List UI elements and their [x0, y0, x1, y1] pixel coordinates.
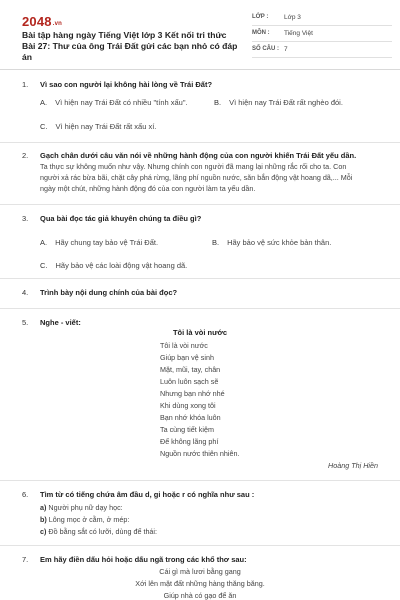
sub-question-b: b) Lông mọc ở cằm, ở mép:	[40, 515, 130, 524]
option-c[interactable]: C. Hãy bảo vệ các loài động vật hoang dã.	[40, 261, 188, 270]
verse-line: Xới lên mặt đất những hàng thăng băng.	[135, 579, 265, 588]
divider	[0, 278, 400, 279]
question-number: 7.	[22, 555, 29, 564]
question-text: Tìm từ có tiếng chứa âm đầu d, gi hoặc r có nghĩa như sau :	[40, 490, 255, 499]
poem-line: Luôn luôn sạch sẽ	[160, 377, 219, 386]
meta-row-count	[252, 42, 392, 58]
passage-line: ngày một chút, những hành động đó của con người làm ta yếu dần.	[40, 184, 256, 193]
option-a[interactable]: A. Hãy chung tay bảo vệ Trái Đất.	[40, 238, 159, 247]
meta-panel	[252, 10, 392, 58]
option-b[interactable]: B. Hãy bảo vệ sức khỏe bản thân.	[212, 238, 332, 247]
page-title: Bài tập hàng ngày Tiếng Việt lớp 3 Kết nối tri thức Bài 27: Thư của ông Trái Đất gửi các bạn nhỏ có đáp án	[22, 30, 238, 62]
question-number: 3.	[22, 214, 29, 223]
option-c[interactable]: C. Vì hiện nay Trái Đất rất xấu xí.	[40, 122, 157, 131]
meta-label: LỚP :	[252, 14, 269, 20]
question-number: 1.	[22, 80, 29, 89]
poem-line: Mặt, mũi, tay, chân	[160, 365, 221, 374]
question-text: Trình bày nội dung chính của bài đọc?	[40, 288, 178, 297]
poem-line: Khi dùng xong tôi	[160, 401, 216, 410]
question-text: Nghe - viết:	[40, 318, 81, 327]
meta-row-subject	[252, 26, 392, 42]
poem-title: Tôi là vòi nước	[172, 328, 228, 337]
verse-line: Giúp nhà có gạo để ăn	[163, 591, 237, 600]
question-text: Em hãy điền dấu hỏi hoặc dấu ngã trong các khổ thơ sau:	[40, 555, 247, 564]
meta-row-class	[252, 10, 392, 26]
option-b[interactable]: B. Vì hiện nay Trái Đất rất nghèo đói.	[214, 98, 343, 107]
poem-line: Để không lãng phí	[160, 437, 219, 446]
divider	[0, 142, 400, 143]
sub-question-a: a) Người phụ nữ dạy học:	[40, 503, 123, 512]
poem-line: Bạn nhớ khóa luôn	[160, 413, 221, 422]
question-number: 2.	[22, 151, 29, 160]
divider	[0, 308, 400, 309]
header	[0, 0, 400, 70]
passage-line: Ta thực sự không muốn như vậy. Nhưng chính con người đã mang lại những rắc rối cho ta. Con	[40, 162, 347, 171]
poem-author: Hoàng Thị Hiền	[328, 461, 378, 470]
meta-value: Lớp 3	[284, 14, 301, 21]
question-number: 6.	[22, 490, 29, 499]
meta-label: MÔN :	[252, 30, 270, 36]
poem-line: Ta cùng tiết kiệm	[160, 425, 214, 434]
poem-line: Giúp bạn vệ sinh	[160, 353, 214, 362]
poem-line: Nhưng bạn nhớ nhé	[160, 389, 225, 398]
verse-line: Cái gì mà lươi bằng gang	[159, 567, 241, 576]
divider	[0, 204, 400, 205]
poem-line: Nguồn nước thiên nhiên.	[160, 449, 240, 458]
sub-question-c: c) Đồ bằng sắt có lưỡi, dùng để thái:	[40, 527, 158, 536]
meta-value: 7	[284, 46, 288, 53]
logo[interactable]: 2048.vn	[22, 14, 63, 29]
question-text: Vì sao con người lại không hài lòng về Trái Đất?	[40, 80, 213, 89]
passage-line: người xả rác bừa bãi, chặt cây phá rừng, lãng phí nguồn nước, săn bắn động vật hoang dã,... Mỗi	[40, 173, 353, 182]
question-text: Gạch chân dưới câu văn nói về những hành động của con người khiến Trái Đất yếu dần.	[40, 151, 357, 160]
meta-value: Tiếng Việt	[284, 30, 313, 37]
question-number: 4.	[22, 288, 29, 297]
question-text: Qua bài đọc tác giả khuyên chúng ta điều gì?	[40, 214, 202, 223]
question-number: 5.	[22, 318, 29, 327]
passage	[40, 161, 380, 194]
divider	[0, 545, 400, 546]
meta-label: SỐ CÂU :	[252, 46, 279, 52]
poem-line: Tôi là vòi nước	[160, 341, 208, 350]
divider	[0, 480, 400, 481]
option-a[interactable]: A. Vì hiện nay Trái Đất có nhiều "tính xấu".	[40, 98, 188, 107]
